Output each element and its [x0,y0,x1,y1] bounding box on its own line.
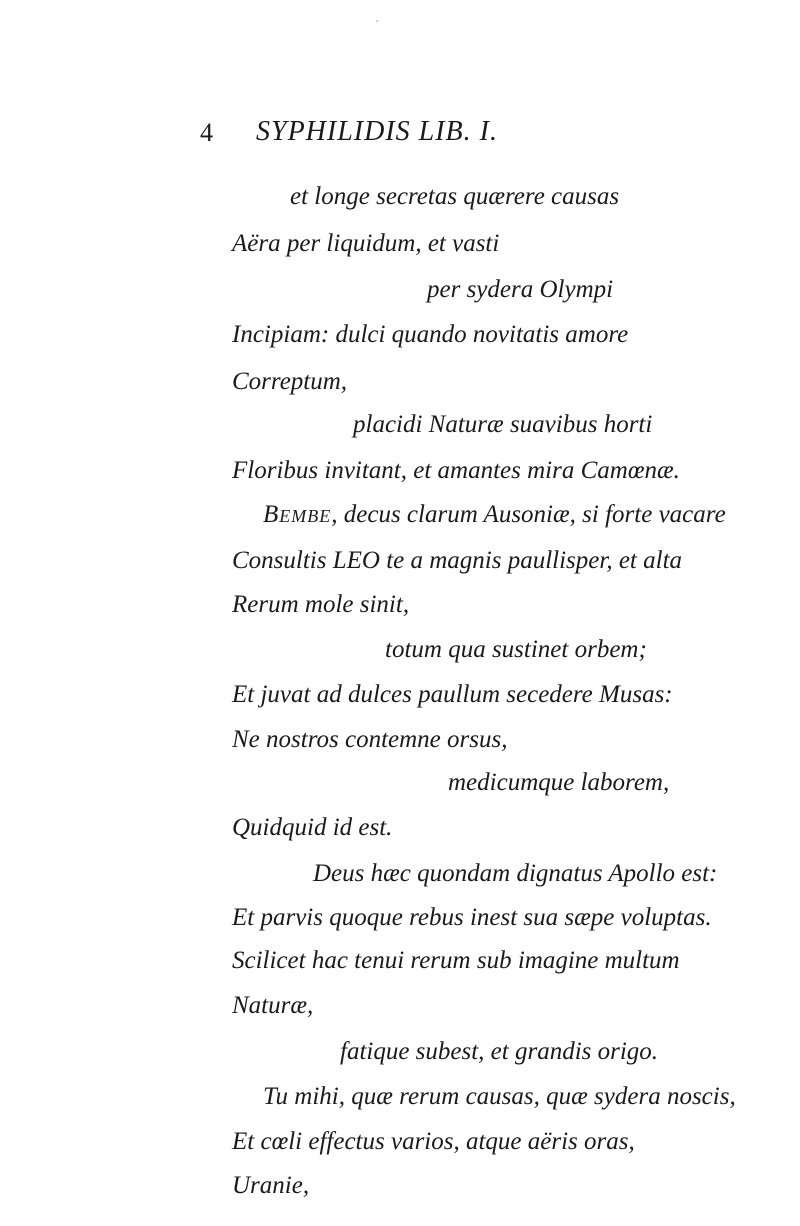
running-head: SYPHILIDIS LIB. I. [256,116,498,147]
verse-line: totum qua sustinet orbem; [385,636,647,663]
page-number: 4 [200,118,213,147]
verse-line: Et cœli effectus varios, atque aëris oras, [232,1128,635,1155]
dedicatee-name: Bembe [263,501,332,528]
verse-line: Ne nostros contemne orsus, [232,726,508,753]
verse-line: fatique subest, et grandis origo. [340,1038,659,1065]
verse-line: Floribus invitant, et amantes mira Camœnæ. [232,457,680,484]
verse-line: Correptum, [232,368,348,395]
verse-line: Tu mihi, quæ rerum causas, quæ sydera noscis, [263,1083,736,1110]
verse-line: Naturæ, [232,992,314,1019]
paper-speck [376,20,378,22]
verse-line: Quidquid id est. [232,814,393,841]
verse-line: Consultis LEO te a magnis paullisper, et alta [232,547,683,574]
verse-line: Aëra per liquidum, et vasti [232,230,500,257]
verse-line: Incipiam: dulci quando novitatis amore [232,321,629,348]
verse-line [263,502,726,527]
verse-line: Scilicet hac tenui rerum sub imagine multum [232,947,680,974]
verse-line: Uranie, [232,1172,310,1199]
verse-line: Et juvat ad dulces paullum secedere Musas: [232,681,673,708]
verse-line: Rerum mole sinit, [232,591,410,618]
verse-line: medicumque laborem, [448,769,670,796]
verse-line: et longe secretas quærere causas [290,183,620,210]
verse-line: placidi Naturæ suavibus horti [353,411,653,438]
verse-line: per sydera Olympi [427,276,614,303]
verse-line-continuation: , decus clarum Ausoniæ, si forte vacare [331,501,726,528]
verse-line: Deus hæc quondam dignatus Apollo est: [313,860,718,887]
verse-line: Et parvis quoque rebus inest sua sæpe voluptas. [232,904,712,931]
